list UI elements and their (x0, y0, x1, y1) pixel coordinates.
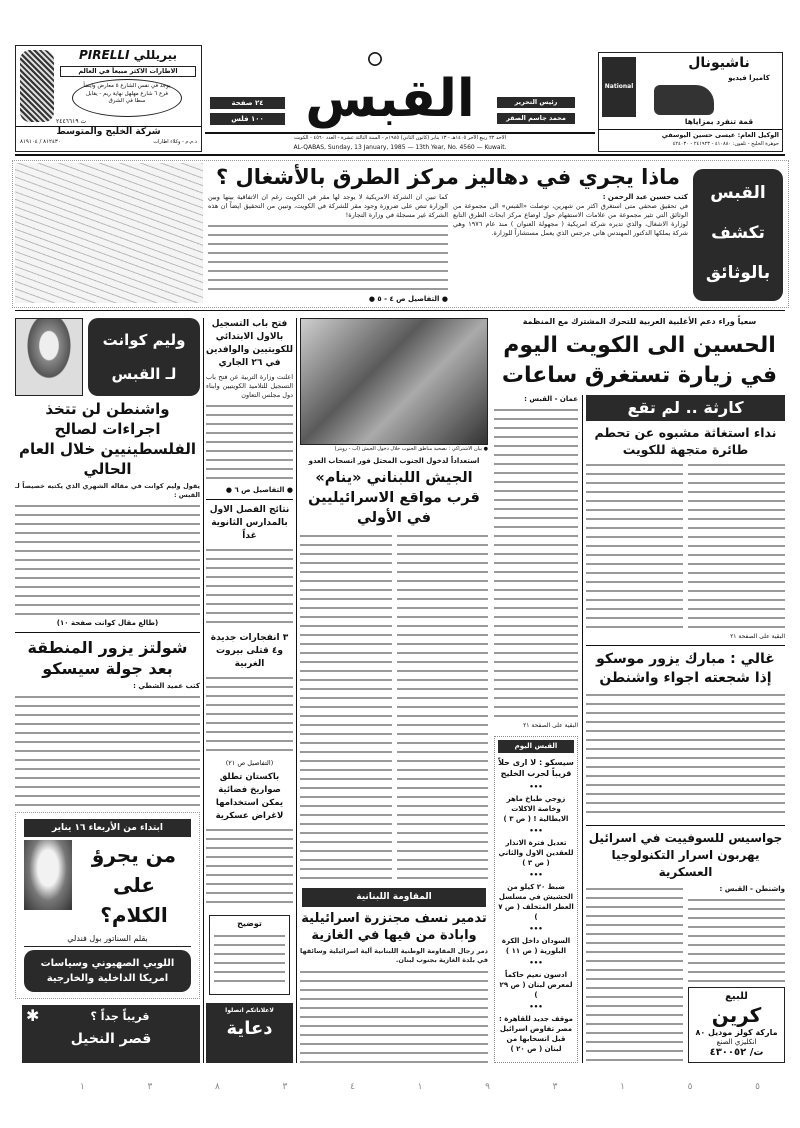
ghali-headline: غالي : مبارك يزور موسكو إذا شجعته اجواء واشنطن (596, 651, 775, 686)
lebanese-photo-caption: ● بيان الاشتراكي : نصحية مناطق الجنوب خلال دخول الجيش (اب - رويتر) (334, 446, 488, 452)
results-headline: نتائج الفصل الاول بالمدارس الثانوية غداً (209, 505, 290, 542)
top-story-byline: كتب حسين عبد الرحمن : (602, 193, 688, 201)
crane-origin: انكليزي الصنع (716, 1038, 757, 1046)
brand-ar: بيريللي (133, 48, 177, 62)
pirelli-ad (15, 45, 202, 152)
footer-mark: ٤ (350, 1082, 355, 1092)
shultz-byline: كتب عميد الشطي : (133, 681, 200, 690)
top-story-badge (693, 169, 783, 301)
column-rule (203, 318, 204, 1063)
tire-image (20, 50, 54, 122)
separator: ••• (529, 925, 543, 933)
lebanon-kicker: استعداداً لدخول الجنوب المحتل فور انسحاب العدو (308, 457, 480, 465)
crane-brand: ماركة كولز موديل ٨٠ (695, 1028, 778, 1037)
registration-headline: فتح باب التسجيل بالاول الابتدائي للكويتيين والوافدين في ٢٦ الجاري (206, 319, 293, 368)
left-column (15, 318, 200, 1063)
findley-photo (24, 840, 72, 910)
text-lines (494, 406, 578, 720)
lebanese-army-photo (300, 318, 488, 445)
text-lines (206, 826, 293, 908)
spies-right-col (688, 885, 785, 1063)
divider (599, 129, 782, 130)
editor-title: رئيس التحرير (497, 97, 575, 108)
text-lines (586, 461, 683, 631)
lebanon-body (300, 532, 488, 880)
lebanon-headline: الجيش اللبناني «ينام» قرب مواقع الاسرائيليين في الأولي (308, 470, 480, 526)
documents-photo (15, 163, 203, 303)
price-label: ١٠٠ فلس (210, 113, 285, 125)
spies-headline: جواسيس للسوفييت في اسرائيل يهربون اسرار التكنولوجيا العسكرية (588, 831, 783, 879)
top-story-headline: ماذا يجري في دهاليز مركز الطرق بالأشغال ؟ (215, 165, 681, 189)
top-story-columns (208, 193, 688, 304)
palace-name: قصر النخيل (70, 1031, 152, 1047)
text-lines (208, 222, 448, 293)
national-tagline: قمة تنفرد بمزاياها (684, 117, 754, 126)
pirelli-tagline: الاطارات الاكثر مبيعاً في العالم (60, 66, 196, 77)
pirelli-brand (58, 49, 198, 63)
quandt-badge (88, 318, 200, 396)
resistance-headline: تدمير نسف مجنزرة اسرائيلية وابادة من فيها في الغازية (301, 911, 487, 943)
masthead-rule (205, 132, 595, 134)
quandt-headline: واشنطن لن تتخذ اجراءات لصالح الفلسطينيين خلال العام الحالي (18, 400, 197, 478)
findley-ad (15, 812, 200, 999)
beirut-headline: ٣ انفجارات جديدة و٤ قتلى بيروت الغربية (210, 632, 289, 669)
date-arabic: الاحد ٢٢ ربيع الآخر ١٤٠٥هـ - ١٣ يناير (كانون الثاني) ١٩٨٥م - السنة الثالثة عشرة - العدد ٤٥٦٠ - الكويت (294, 135, 506, 141)
top-story-right-col (453, 193, 688, 304)
text-lines (15, 693, 200, 808)
footer-mark: ١ (417, 1082, 423, 1092)
right-column (582, 395, 785, 1063)
text-lines (214, 932, 285, 987)
correction-box (209, 915, 290, 995)
beirut-details: (التفاصيل ص ٢١) (225, 758, 274, 767)
text-lines (586, 691, 785, 818)
video-camera-image (654, 85, 714, 115)
date-english: AL-QABAS, Sunday, 13 January, 1985 — 13th Year, No. 4560 — Kuwait. (293, 144, 507, 151)
text-lines (300, 968, 488, 1063)
hussein-headline-1: الحسين الى الكويت اليوم (503, 333, 776, 358)
national-phones: جوهرة الخليج - تلفون: ٤١٠٨٨٠ - ٢٤١٩٢٣ - ٤٢٤٠٣٠ (672, 141, 779, 147)
section-rule (15, 310, 785, 311)
pirelli-company-phone: ٨١٢٤٣٠ / ٨١٩١٠٤ (20, 139, 61, 145)
star-icon: ✱ (26, 1006, 40, 1025)
footer-mark: ٥ (755, 1082, 760, 1092)
separator: ••• (529, 871, 543, 879)
registration-lead: اعلنت وزارة التربية عن فتح باب التسجيل للتلاميذ الكويتيين وابناء دول مجلس التعاون (206, 373, 293, 399)
findley-banner: ابتداء من الأربعاء ١٦ يناير (24, 819, 191, 837)
list-item: ادسون نعيم حاكماً لمعرض لبنان ( ص ٢٩ ) (499, 971, 573, 999)
text-lines (586, 885, 683, 1063)
column-rule (296, 318, 297, 1063)
text-lines (688, 461, 785, 631)
pirelli-address: يوجد في نفس الشارع ٥ معارض وايضاً فرع ٦ شارع مهلهل نهاية ريم - يقابل سطا في الشرق (72, 79, 182, 117)
separator: ••• (529, 783, 543, 791)
crane-for-sale: للبيع (725, 991, 748, 1002)
pirelli-company-sub: ذ.م.م - وكلاء اطارات (153, 139, 197, 145)
national-agent: الوكيل العام: عيسى حسين اليوسفي (661, 131, 779, 139)
top-story-body-left: كما تبين ان الشركة الامريكية لا يوجد لها مقر في الكويت رغم ان الاتفاقية بينها وبين الوزارة تنص على ضرورة وجود مقر للشركة في الكويت، وتبين من التحقيق ايضاً ان هذه الشركة غير مسجلة في وزارة التجارة! (208, 193, 448, 219)
top-story-text (208, 164, 688, 304)
divider (586, 825, 785, 826)
spies-dateline: واشنطن - القبس : (719, 885, 785, 893)
footer-marks (80, 1082, 760, 1092)
footer-mark: ١ (80, 1082, 85, 1092)
findley-title: من يجرؤ على الكلام؟ (91, 843, 177, 927)
list-item: موقف جديد للقاهرة : مصر تفاوض اسرائيل قبل انسحابها من لبنان ( ص ٢٠ ) (498, 1015, 573, 1053)
right-block-columns (494, 395, 785, 1063)
text-lines (15, 502, 200, 617)
shultz-headline: شولتز يزور المنطقة بعد جولة سيسكو (27, 637, 188, 678)
editor-name: محمد جاسم الصقر (497, 113, 575, 124)
pirelli-company: شركة الخليج والمتوسط (56, 127, 161, 137)
separator: ••• (529, 1003, 543, 1011)
resistance-banner: المقاومة اللبنانية (302, 888, 486, 907)
divider (206, 499, 293, 500)
list-item: ضبط ٢٠ كيلو من الحشيش في مسلسل العطر المتخلف ( ص ٧ ) (498, 883, 574, 921)
text-lines (688, 896, 785, 983)
footer-mark: ١ (620, 1082, 625, 1092)
national-ad (598, 52, 783, 152)
sisco-box (494, 736, 578, 1063)
masthead-center (205, 45, 595, 153)
badge-line: لـ القبس (111, 365, 177, 383)
spies-body (586, 885, 785, 1063)
list-item: زوجي طباخ ماهر وخاصة الاكلات الايطالية ! ( ص ٣ ) (503, 795, 569, 823)
hussein-kicker: سعياً وراء دعم الأغلبية العربية للتحرك المشترك مع المنظمة (522, 317, 757, 326)
footer-mark: ٩ (485, 1082, 490, 1092)
pirelli-phone: ت ٢٤٤٦٦١٩ (56, 118, 87, 125)
findley-subtitle: اللوبي الصهيوني وسياسات امريكا الداخلية والخارجية (24, 950, 191, 992)
separator: ••• (529, 959, 543, 967)
pakistan-headline: باكستان تطلق صواريخ فضائية يمكن استخدامها لاغراض عسكرية (215, 771, 284, 821)
quandt-photo (15, 318, 83, 396)
footer-mark: ٨ (215, 1082, 220, 1092)
list-item: سيسكو : لا ارى حلاً قريباً لحرب الخليج (498, 758, 574, 778)
pages-label: ٢٤ صفحة (210, 97, 285, 109)
top-story (12, 160, 789, 308)
divider (586, 645, 785, 646)
badge-line: تكشف (711, 223, 765, 243)
top-story-details: ● التفاصيل ص ٤ - ٥ ● (368, 295, 448, 303)
footer-mark: ٣ (147, 1082, 153, 1092)
badge-line: وليم كوانت (102, 331, 186, 349)
footer-mark: ٣ (282, 1082, 288, 1092)
disaster-headline: نداء استغاثة مشبوه عن تحطم طائرة متجهة للكويت (594, 425, 777, 457)
crane-phone: ت/ ٤٣٠٠٥٢ (709, 1047, 764, 1058)
masthead-bottom-rule (15, 154, 785, 156)
national-brand: ناشيونال (688, 55, 750, 71)
findley-author: بقلم السناتور بول فندلي (24, 933, 191, 947)
brand-en: PIRELLI (79, 48, 130, 62)
second-column (206, 318, 293, 1063)
palace-ad (22, 1005, 200, 1063)
crane-ad (688, 987, 785, 1063)
top-story-left-col (208, 193, 448, 304)
separator: ••• (529, 827, 543, 835)
correction-title: توضيح (237, 919, 262, 928)
text-lines (206, 674, 293, 756)
disaster-body (586, 461, 785, 631)
hussein-more: البقية على الصفحة ٢١ (523, 722, 578, 729)
ad-space (206, 1003, 293, 1063)
hussein-dateline: عمان - القبس : (524, 395, 578, 403)
text-lines (397, 532, 489, 880)
divider (15, 632, 200, 633)
ad-space-top: لاعلاناتكم اتصلوا (225, 1007, 274, 1014)
list-item: السودان داخل الكرة البلورية ( ص ١١ ) (501, 937, 571, 955)
hussein-headline-2: في زيارة تستغرق ساعات (501, 363, 778, 388)
disaster-badge: كارثة .. لم تقع (586, 395, 785, 421)
ad-space-title: دعاية (226, 1018, 273, 1039)
national-logo: National (602, 57, 636, 117)
text-lines (206, 402, 293, 484)
right-block (494, 316, 785, 1063)
center-column (300, 318, 488, 1063)
text-lines (206, 546, 293, 628)
badge-line: بالوثائق (705, 263, 771, 283)
footer-mark: ٥ (687, 1082, 693, 1092)
quandt-more: (طالع مقال كوانت صفحة ١٠) (56, 618, 159, 627)
narrow-column (494, 395, 578, 1063)
badge-line: القبس (710, 183, 766, 203)
footer-mark: ٣ (552, 1082, 558, 1092)
crane-name: كرين (711, 1003, 762, 1027)
masthead-logo: القبس (305, 69, 475, 129)
findley-main (24, 840, 191, 930)
national-product: كاميرا فيديو (728, 74, 770, 82)
top-story-body-right: في تحقيق صحفي متى استغرق اكثر من شهرين، توصلت «القبس» الى مجموعة من الوثائق التي تثير مجموعة من علامات الاستفهام حول اوضاع مركز ابحاث الطرق التابع لوزارة الاشغال، والذي تديره شركة امريكية ( مجهولة العنوان ) منذ عام ١٩٧٦ وهي شركة يملكها الدكتور المهندس هاني جرجس الذي يعمل مستشاراً للوزارة. (453, 202, 688, 237)
quandt-lead: يقول وليم كوانت في مقاله الشهري الذي يكتبه خصيصاً لـ القبس : (15, 482, 200, 499)
text-lines (300, 532, 392, 880)
quandt-header (15, 318, 200, 396)
sisco-box-title: القبس اليوم (498, 740, 574, 753)
disaster-more: البقية على الصفحة ٢١ (730, 633, 785, 640)
resistance-lead: دمر رجال المقاومة الوطنية اللبنانية آلية اسرائيلية وسائقها في بلدة الغازية بجنوب لبنان. (300, 947, 488, 964)
flame-emblem-icon (363, 47, 387, 71)
list-item: تعديل فترة الانذار للعقدين الاول والثاني ( ص ٣ ) (498, 839, 574, 867)
registration-details: ● التفاصيل ص ٦ ● (225, 486, 293, 495)
palace-teaser: قريباً جداً ؟ (90, 1010, 150, 1023)
